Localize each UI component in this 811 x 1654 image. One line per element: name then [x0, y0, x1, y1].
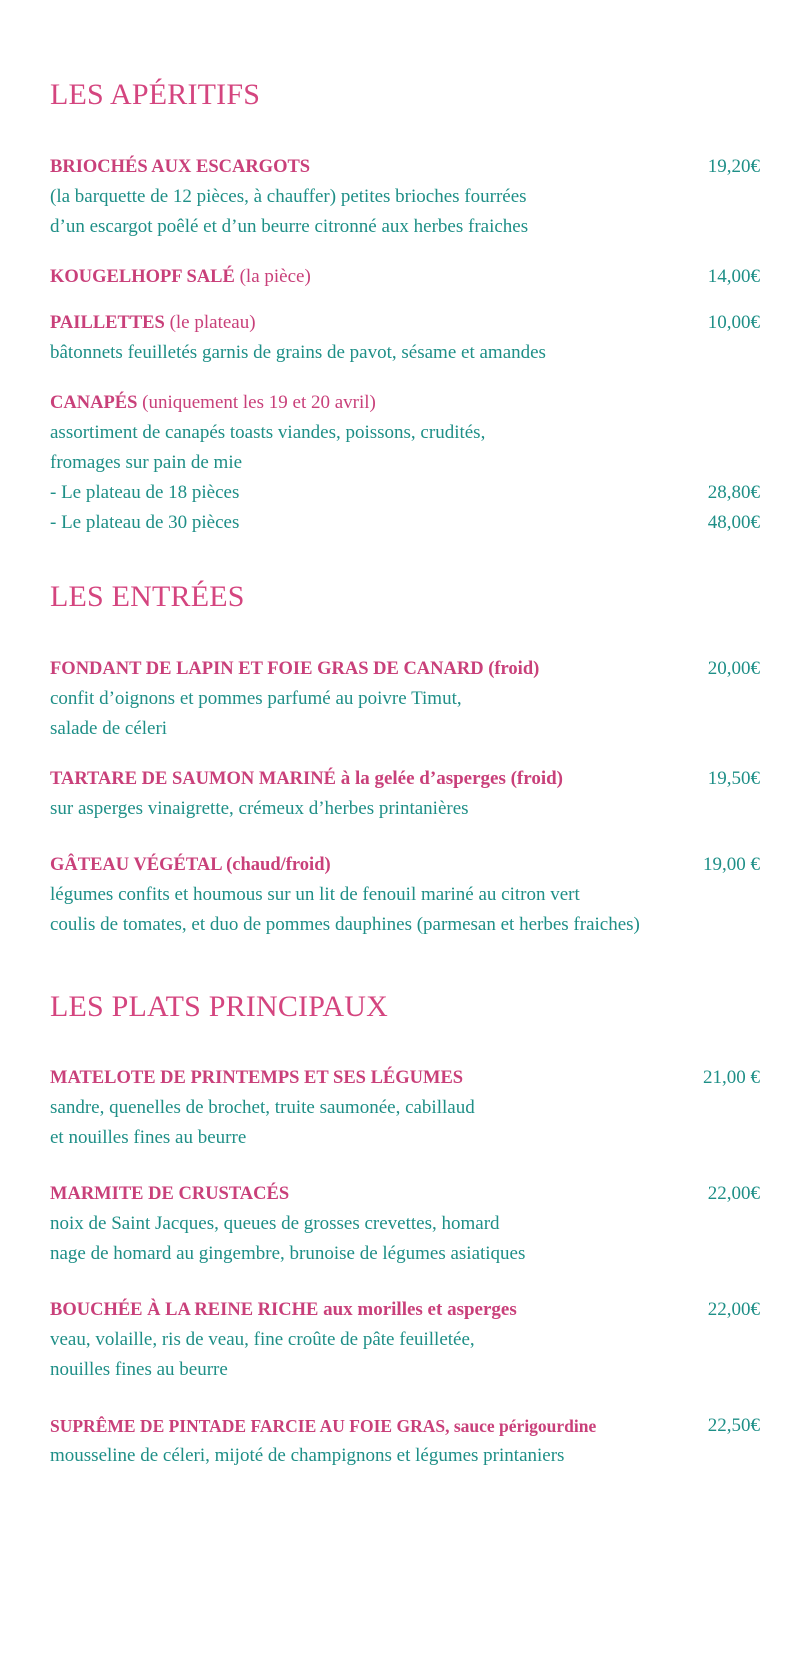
item-description: fromages sur pain de mie — [50, 452, 243, 473]
item-name: FONDANT DE LAPIN ET FOIE GRAS DE CANARD (froid) — [50, 659, 540, 679]
item-price: 22,50€ — [707, 1415, 760, 1436]
item-name: MATELOTE DE PRINTEMPS ET SES LÉGUMES — [50, 1068, 464, 1088]
item-description: nouilles fines au beurre — [50, 1359, 228, 1380]
item-name: TARTARE DE SAUMON MARINÉ — [50, 769, 336, 789]
item-price: 20,00€ — [707, 658, 760, 679]
option-line — [50, 478, 760, 508]
item-name-suffix: sauce périgourdine — [449, 1416, 597, 1436]
item-name-suffix: (la pièce) — [234, 266, 311, 287]
item-price: 14,00€ — [707, 266, 760, 287]
item-price: 22,00€ — [707, 1183, 760, 1204]
menu-item-kougelhopf — [50, 262, 760, 292]
menu-item-gateau — [50, 850, 760, 940]
menu-item-bouchee — [50, 1295, 760, 1385]
item-name: GÂTEAU VÉGÉTAL (chaud/froid) — [50, 855, 331, 875]
item-name-suffix: à la gelée d’asperges (froid) — [335, 768, 564, 789]
section-title-entrees: LES ENTRÉES — [50, 580, 245, 613]
section-title-plats: LES PLATS PRINCIPAUX — [50, 990, 388, 1023]
item-price: 19,00 € — [703, 854, 760, 875]
menu-item-marmite — [50, 1179, 760, 1269]
item-price: 10,00€ — [707, 312, 760, 333]
item-name: BOUCHÉE À LA REINE RICHE — [50, 1300, 319, 1320]
option-price: 48,00€ — [707, 512, 760, 533]
item-description: sur asperges vinaigrette, crémeux d’herbes printanières — [50, 798, 469, 819]
item-description: salade de céleri — [50, 718, 168, 739]
item-name: BRIOCHÉS AUX ESCARGOTS — [50, 157, 311, 177]
item-description: coulis de tomates, et duo de pommes dauphines (parmesan et herbes fraiches) — [50, 914, 640, 935]
item-name-suffix: (uniquement les 19 et 20 avril) — [137, 392, 376, 413]
item-name: CANAPÉS — [50, 393, 138, 413]
item-price: 19,20€ — [707, 156, 760, 177]
item-description: d’un escargot poêlé et d’un beurre citronné aux herbes fraiches — [50, 216, 529, 237]
item-name: MARMITE DE CRUSTACÉS — [50, 1184, 290, 1204]
item-price: 21,00 € — [703, 1067, 760, 1088]
menu-item-tartare — [50, 764, 760, 824]
item-description: assortiment de canapés toasts viandes, poissons, crudités, — [50, 422, 486, 443]
item-price: 22,00€ — [707, 1299, 760, 1320]
item-description: et nouilles fines au beurre — [50, 1127, 247, 1148]
item-name-suffix: (le plateau) — [164, 312, 256, 333]
item-name: SUPRÊME DE PINTADE FARCIE AU FOIE GRAS, — [50, 1416, 450, 1436]
item-name: PAILLETTES — [50, 313, 165, 333]
item-description: noix de Saint Jacques, queues de grosses crevettes, homard — [50, 1213, 500, 1234]
item-description: légumes confits et houmous sur un lit de fenouil mariné au citron vert — [50, 884, 580, 905]
item-description: sandre, quenelles de brochet, truite saumonée, cabillaud — [50, 1097, 475, 1118]
item-description: bâtonnets feuilletés garnis de grains de pavot, sésame et amandes — [50, 342, 546, 363]
menu-item-paillettes — [50, 308, 760, 368]
item-description: mousseline de céleri, mijoté de champignons et légumes printaniers — [50, 1445, 565, 1466]
menu-item-matelote — [50, 1063, 760, 1153]
option-price: 28,80€ — [707, 482, 760, 503]
menu-item-fondant — [50, 654, 760, 744]
item-price: 19,50€ — [707, 768, 760, 789]
item-description: nage de homard au gingembre, brunoise de légumes asiatiques — [50, 1243, 526, 1264]
option-label: - Le plateau de 30 pièces — [50, 512, 240, 533]
option-label: - Le plateau de 18 pièces — [50, 482, 240, 503]
menu-item-supreme — [50, 1411, 760, 1471]
item-name-suffix: aux morilles et asperges — [318, 1299, 517, 1320]
item-description: (la barquette de 12 pièces, à chauffer) petites brioches fourrées — [50, 186, 527, 207]
item-description: confit d’oignons et pommes parfumé au poivre Timut, — [50, 688, 462, 709]
option-line — [50, 508, 760, 538]
menu-item-brioches — [50, 152, 760, 242]
item-description: veau, volaille, ris de veau, fine croûte de pâte feuilletée, — [50, 1329, 475, 1350]
menu-item-canapes — [50, 388, 760, 538]
section-title-aperitifs: LES APÉRITIFS — [50, 78, 261, 111]
item-name: KOUGELHOPF SALÉ — [50, 267, 235, 287]
